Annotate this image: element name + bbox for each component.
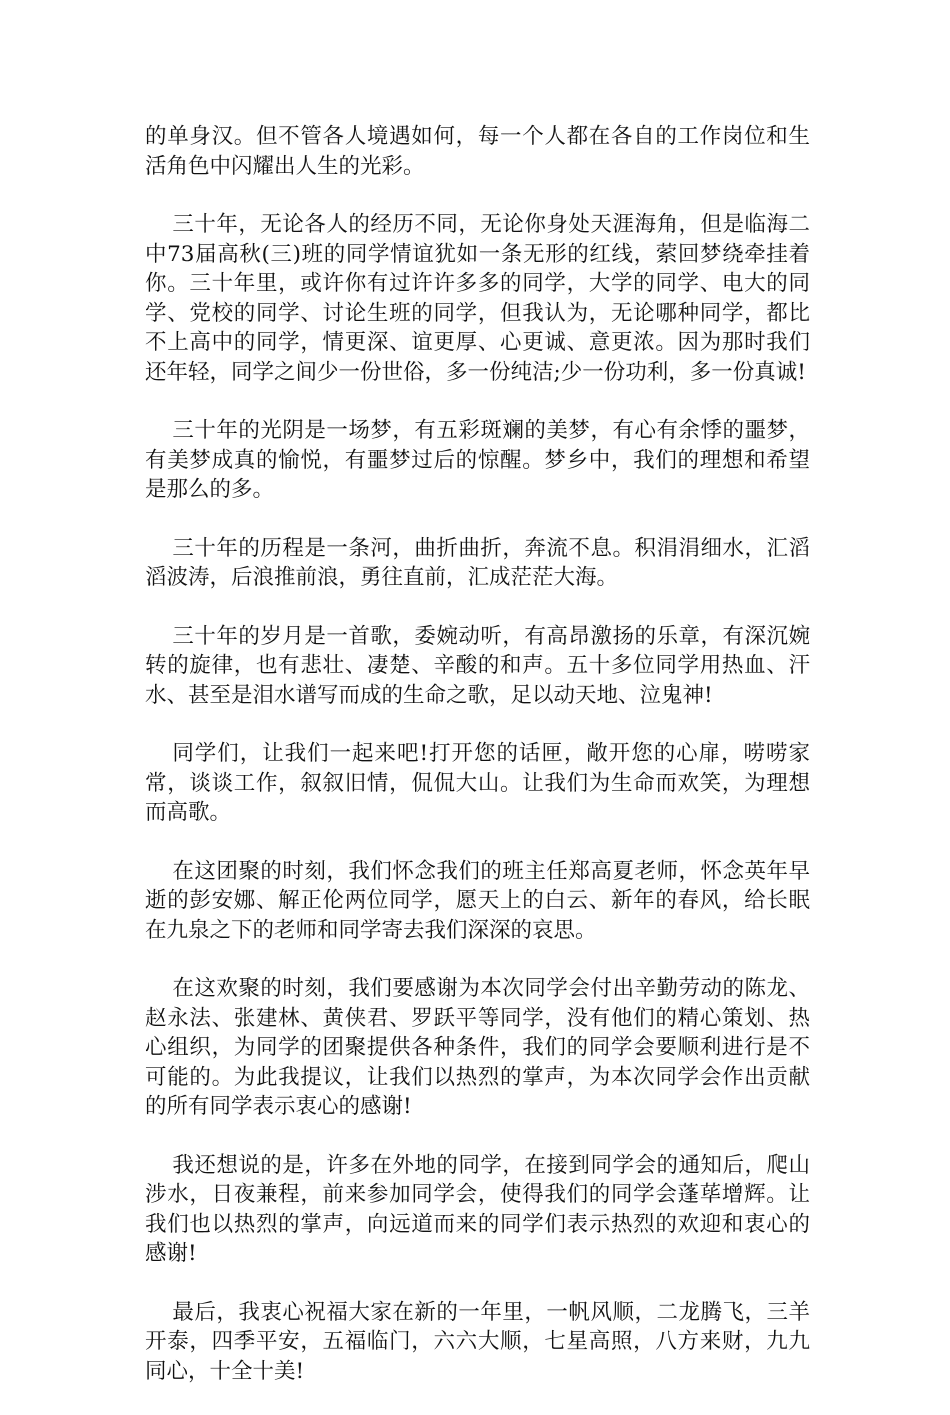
paragraph-10: 最后，我衷心祝福大家在新的一年里，一帆风顺，二龙腾飞，三羊开泰，四季平安，五福临门，六六大顺，七星高照，八方来财，九九同心，十全十美! <box>145 1299 810 1384</box>
paragraph-4: 三十年的历程是一条河，曲折曲折，奔流不息。积涓涓细水，汇滔滔波涛，后浪推前浪，勇往直前，汇成茫茫大海。 <box>145 535 810 590</box>
paragraph-2: 三十年，无论各人的经历不同，无论你身处天涯海角，但是临海二中73届高秋(三)班的同学情谊犹如一条无形的红线，萦回梦绕牵挂着你。三十年里，或许你有过许许多多的同学，大学的同学、电大的同学、党校的同学、讨论生班的同学，但我认为，无论哪种同学，都比不上高中的同学，情更深、谊更厚、心更诚、意更浓。因为那时我们还年轻，同学之间少一份世俗，多一份纯洁;少一份功利，多一份真诚! <box>145 212 810 385</box>
paragraph-3: 三十年的光阴是一场梦，有五彩斑斓的美梦，有心有余悸的噩梦，有美梦成真的愉悦，有噩梦过后的惊醒。梦乡中，我们的理想和希望是那么的多。 <box>145 418 810 502</box>
document-page <box>145 122 810 1415</box>
paragraph-8: 在这欢聚的时刻，我们要感谢为本次同学会付出辛勤劳动的陈龙、赵永法、张建林、黄侠君、罗跃平等同学，没有他们的精心策划、热心组织，为同学的团聚提供各种条件，我们的同学会要顺利进行是不可能的。为此我提议，让我们以热烈的掌声，为本次同学会作出贡献的所有同学表示衷心的感谢! <box>145 976 810 1119</box>
paragraph-7: 在这团聚的时刻，我们怀念我们的班主任郑高夏老师，怀念英年早逝的彭安娜、解正伦两位同学，愿天上的白云、新年的春风，给长眠在九泉之下的老师和同学寄去我们深深的哀思。 <box>145 858 810 943</box>
paragraph-9: 我还想说的是，许多在外地的同学，在接到同学会的通知后，爬山涉水，日夜兼程，前来参加同学会，使得我们的同学会蓬荜增辉。让我们也以热烈的掌声，向远道而来的同学们表示热烈的欢迎和衷心的感谢! <box>145 1152 810 1266</box>
paragraph-1: 的单身汉。但不管各人境遇如何，每一个人都在各自的工作岗位和生活角色中闪耀出人生的光彩。 <box>145 124 810 179</box>
paragraph-5: 三十年的岁月是一首歌，委婉动听，有高昂激扬的乐章，有深沉婉转的旋律，也有悲壮、凄楚、辛酸的和声。五十多位同学用热血、汗水、甚至是泪水谱写而成的生命之歌，足以动天地、泣鬼神! <box>145 623 810 708</box>
paragraph-6: 同学们，让我们一起来吧!打开您的话匣，敞开您的心扉，唠唠家常，谈谈工作，叙叙旧情，侃侃大山。让我们为生命而欢笑，为理想而高歌。 <box>145 741 810 825</box>
